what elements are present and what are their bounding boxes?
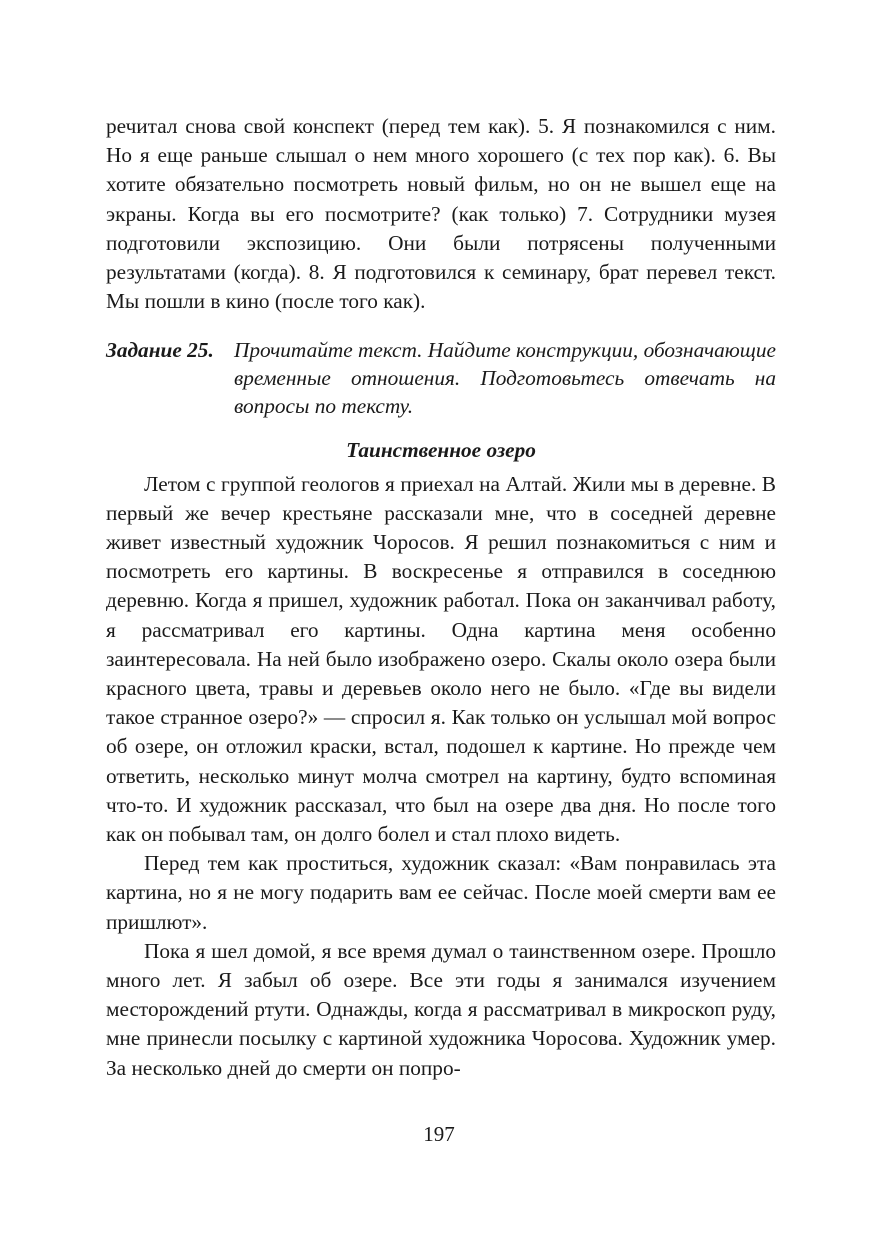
intro-paragraph: речитал снова свой конспект (перед тем как). 5. Я познакомился с ним. Но я еще раньше слышал о нем много хорошего (с тех пор как). 6. Вы хотите обязательно посмотреть новый фильм, но он не вышел еще на экраны. Когда вы его посмотрите? (как только) 7. Сотрудники музея подготовили экспозицию. Они были потрясены полученными результатами (когда). 8. Я подготовился к семинару, брат перевел текст. Мы пошли в кино (после того как). — [106, 114, 776, 314]
page-number: 197 — [423, 1122, 455, 1146]
story-paragraph-2: Перед тем как проститься, художник сказал: «Вам понравилась эта картина, но я не могу подарить вам ее сейчас. После моей смерти вам ее пришлют». — [106, 851, 776, 934]
task-label: Задание 25. — [106, 338, 214, 363]
story-paragraph-3: Пока я шел домой, я все время думал о таинственном озере. Прошло много лет. Я забыл об озере. Все эти годы я занимался изучением месторождений ртути. Однажды, когда я рассматривал в микроскоп руду, мне принесли посылку с картиной художника Чоросова. Художник умер. За несколько дней до смерти он попро- — [106, 938, 776, 1080]
task-text: Прочитайте текст. Найдите конструкции, обозначающие временные отношения. Подготовьтесь отвечать на вопросы по тексту. — [234, 338, 776, 419]
story-title: Таинственное озеро — [346, 438, 536, 463]
task-block — [106, 336, 776, 420]
page-body — [106, 112, 776, 1083]
story-paragraph-1: Летом с группой геологов я приехал на Алтай. Жили мы в деревне. В первый же вечер крестьяне рассказали мне, что в соседней деревне живет известный художник Чоросов. Я решил познакомиться с ним и посмотреть его картины. В воскресенье я отправился в соседнюю деревню. Когда я пришел, художник работал. Пока он заканчивал работу, я рассматривал его картины. Одна картина меня особенно заинтересовала. На ней было изображено озеро. Скалы около озера были красного цвета, травы и деревьев около него не было. «Где вы видели такое странное озеро?» — спросил я. Как только он услышал мой вопрос об озере, он отложил краски, встал, подошел к картине. Но прежде чем ответить, несколько минут молча смотрел на картину, будто вспоминая что-то. И художник рассказал, что был на озере два дня. Но после того как он побывал там, он долго болел и стал плохо видеть. — [106, 471, 776, 847]
